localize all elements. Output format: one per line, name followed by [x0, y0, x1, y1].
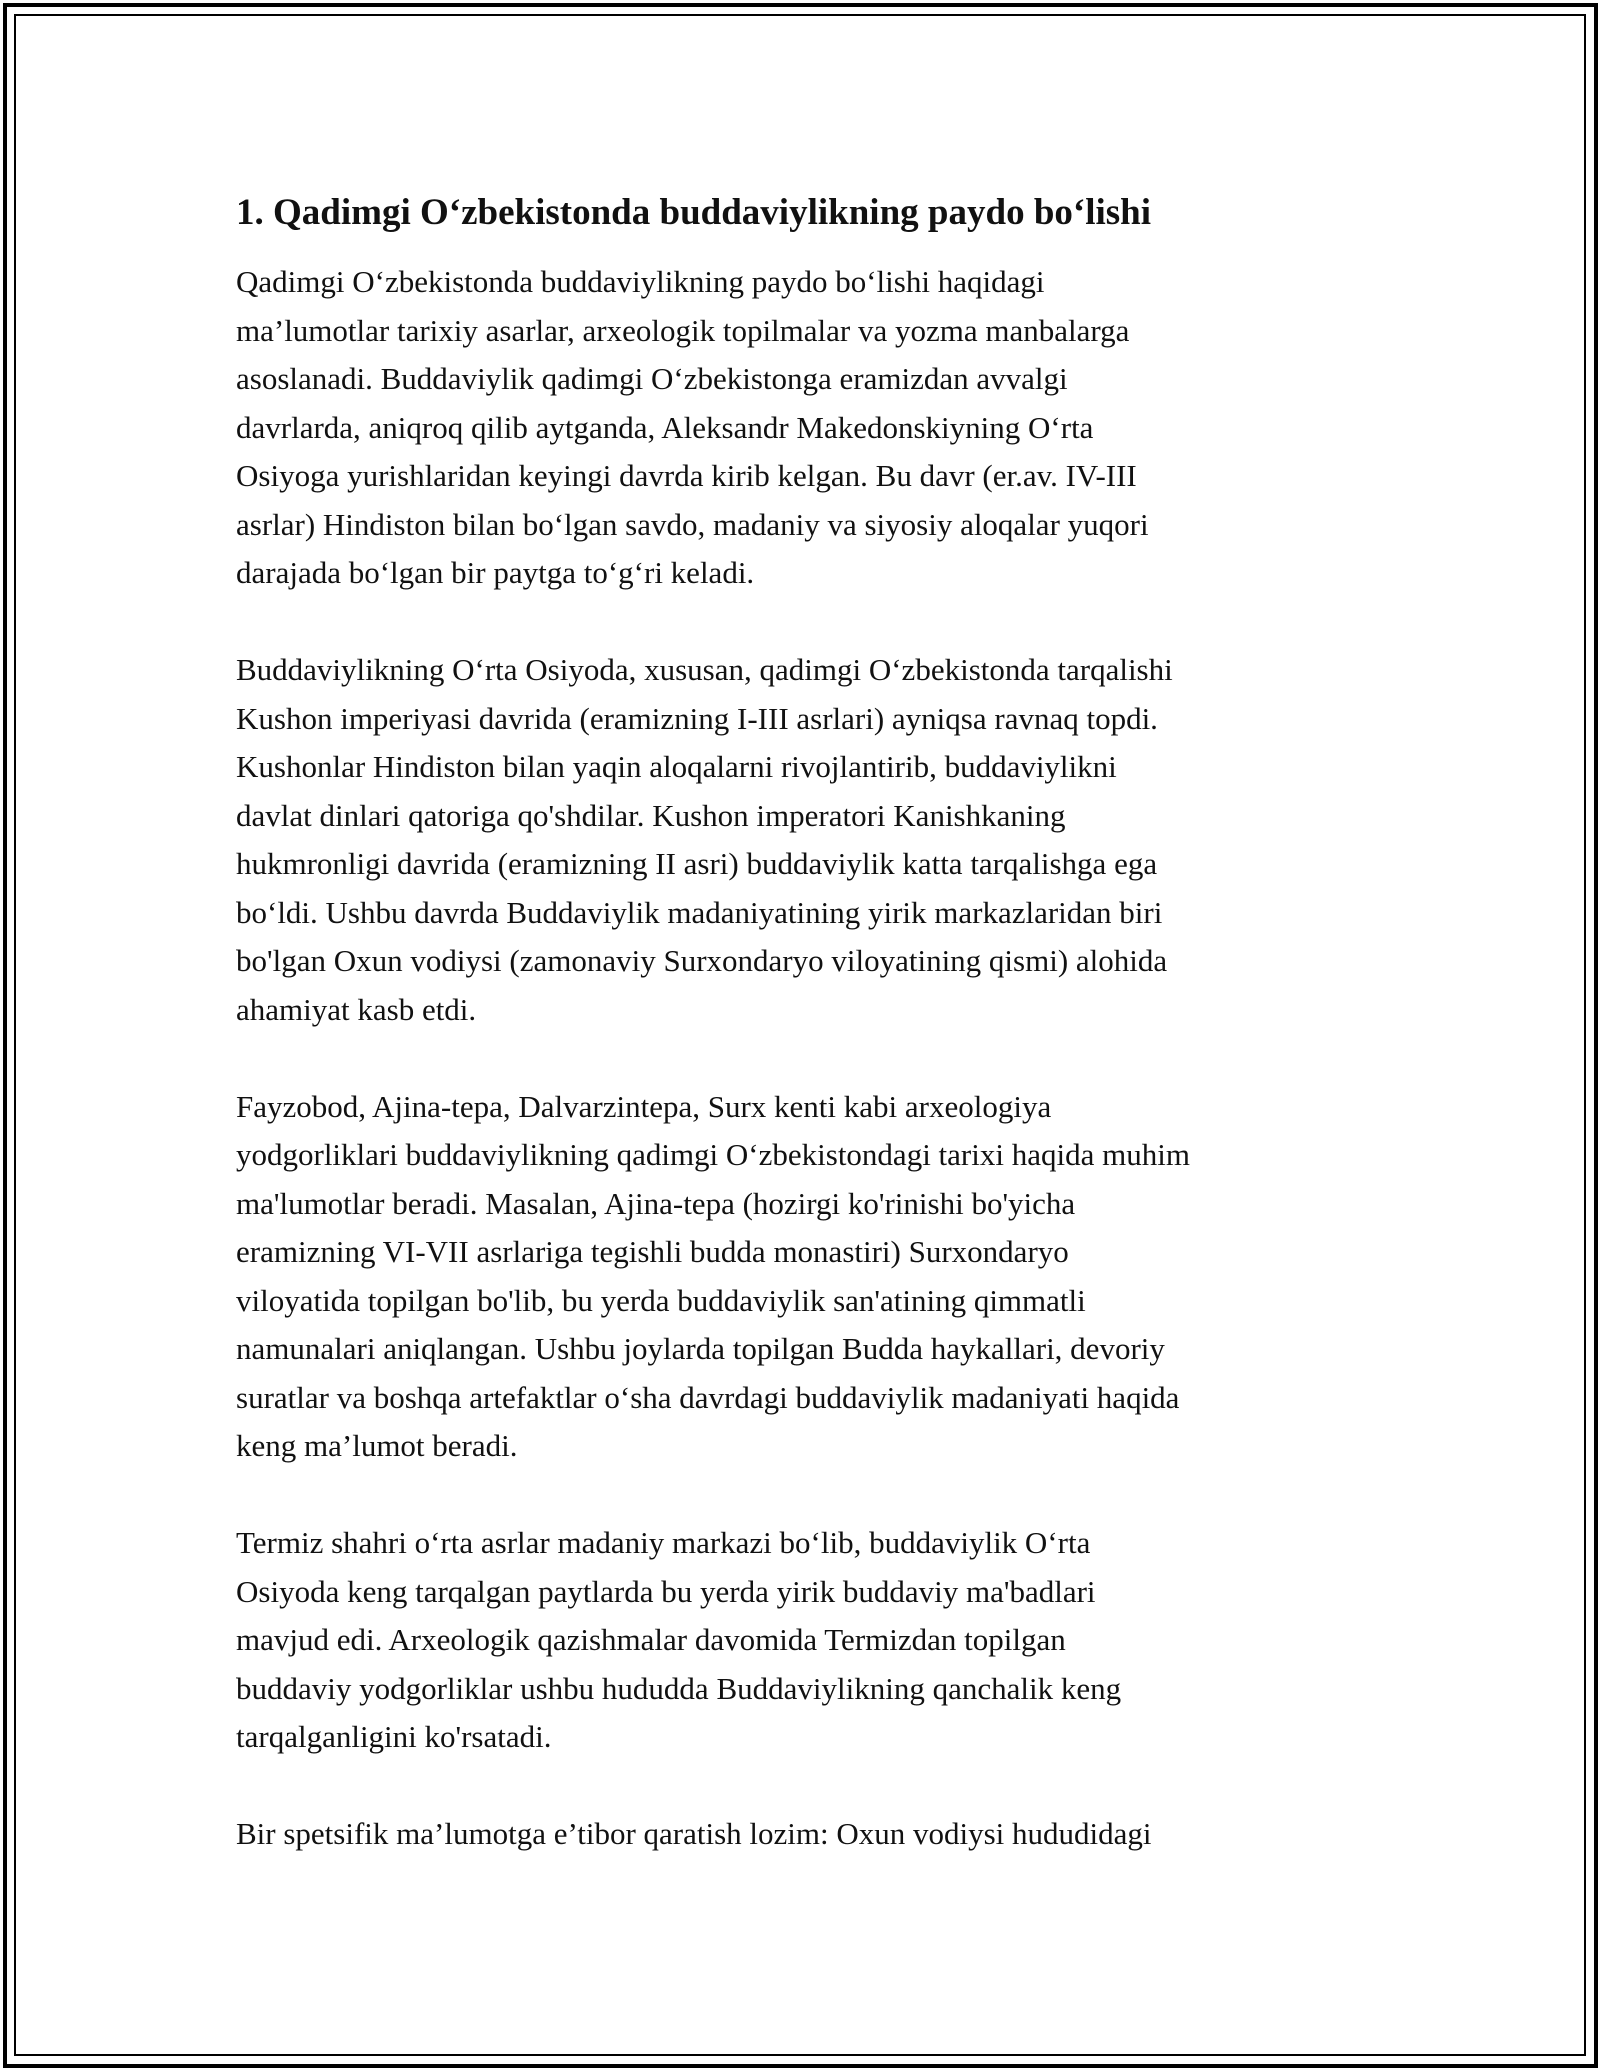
- text-line: mavjud edi. Arxeologik qazishmalar davomida Termizdan topilgan: [236, 1622, 1066, 1657]
- text-line: suratlar va boshqa artefaktlar o‘sha davrdagi buddaviylik madaniyati haqida: [236, 1379, 1180, 1415]
- text-line: darajada bo‘lgan bir paytga to‘g‘ri keladi.: [236, 555, 755, 590]
- text-line: Qadimgi O‘zbekistonda buddaviylikning paydo bo‘lishi haqidagi: [236, 264, 1045, 299]
- text-line: Kushon imperiyasi davrida (eramizning I-III asrlari) ayniqsa ravnaq topdi.: [236, 700, 1158, 736]
- text-line: hukmronligi davrida (eramizning II asri) buddaviylik katta tarqalishga ega: [236, 846, 1158, 881]
- text-line: Osiyoda keng tarqalgan paytlarda bu yerda yirik buddaviy ma'badlari: [236, 1573, 1096, 1609]
- text-line: tarqalganligini ko'rsatadi.: [236, 1719, 552, 1754]
- document-body: [236, 186, 1386, 1907]
- paragraph: [236, 1519, 1386, 1762]
- paragraph: [236, 1083, 1386, 1471]
- text-line: Bir spetsifik ma’lumotga e’tibor qaratish lozim: Oxun vodiysi hududidagi: [236, 1816, 1152, 1851]
- text-line: Termiz shahri o‘rta asrlar madaniy markazi bo‘lib, buddaviylik O‘rta: [236, 1525, 1091, 1560]
- text-line: asoslanadi. Buddaviylik qadimgi O‘zbekistonga eramizdan avvalgi: [236, 361, 1068, 396]
- paragraph: [236, 258, 1386, 598]
- text-line: davrlarda, aniqroq qilib aytganda, Aleksandr Makedonskiyning O‘rta: [236, 409, 1094, 445]
- paragraph: [236, 1810, 1386, 1859]
- section-heading: 1. Qadimgi O‘zbekistonda buddaviylikning paydo bo‘lishi: [236, 192, 1152, 233]
- text-line: Osiyoga yurishlaridan keyingi davrda kirib kelgan. Bu davr (er.av. IV-III: [236, 458, 1137, 493]
- text-line: asrlar) Hindiston bilan bo‘lgan savdo, madaniy va siyosiy aloqalar yuqori: [236, 506, 1149, 542]
- text-line: ma’lumotlar tarixiy asarlar, arxeologik topilmalar va yozma manbalarga: [236, 312, 1130, 348]
- paragraph: [236, 646, 1386, 1034]
- text-line: davlat dinlari qatoriga qo'shdilar. Kushon imperatori Kanishkaning: [236, 797, 1066, 833]
- text-line: bo‘ldi. Ushbu davrda Buddaviylik madaniyatining yirik markazlaridan biri: [236, 894, 1163, 930]
- text-line: yodgorliklari buddaviylikning qadimgi O‘zbekistondagi tarixi haqida muhim: [236, 1137, 1190, 1172]
- text-line: ahamiyat kasb etdi.: [236, 991, 477, 1027]
- text-line: keng ma’lumot beradi.: [236, 1428, 518, 1463]
- text-line: Buddaviylikning O‘rta Osiyoda, xususan, qadimgi O‘zbekistonda tarqalishi: [236, 652, 1173, 687]
- text-line: Kushonlar Hindiston bilan yaqin aloqalarni rivojlantirib, buddaviylikni: [236, 749, 1117, 784]
- text-line: bo'lgan Oxun vodiysi (zamonaviy Surxondaryo viloyatining qismi) alohida: [236, 943, 1168, 978]
- text-line: eramizning VI-VII asrlariga tegishli budda monastiri) Surxondaryo: [236, 1234, 1069, 1269]
- paragraph-list: [236, 258, 1386, 1859]
- text-line: Fayzobod, Ajina-tepa, Dalvarzintepa, Surx kenti kabi arxeologiya: [236, 1088, 1052, 1124]
- text-line: namunalari aniqlangan. Ushbu joylarda topilgan Budda haykallari, devoriy: [236, 1331, 1165, 1366]
- text-line: ma'lumotlar beradi. Masalan, Ajina-tepa (hozirgi ko'rinishi bo'yicha: [236, 1185, 1076, 1221]
- text-line: buddaviy yodgorliklar ushbu hududda Buddaviylikning qanchalik keng: [236, 1670, 1122, 1706]
- text-line: viloyatida topilgan bo'lib, bu yerda buddaviylik san'atining qimmatli: [236, 1282, 1086, 1318]
